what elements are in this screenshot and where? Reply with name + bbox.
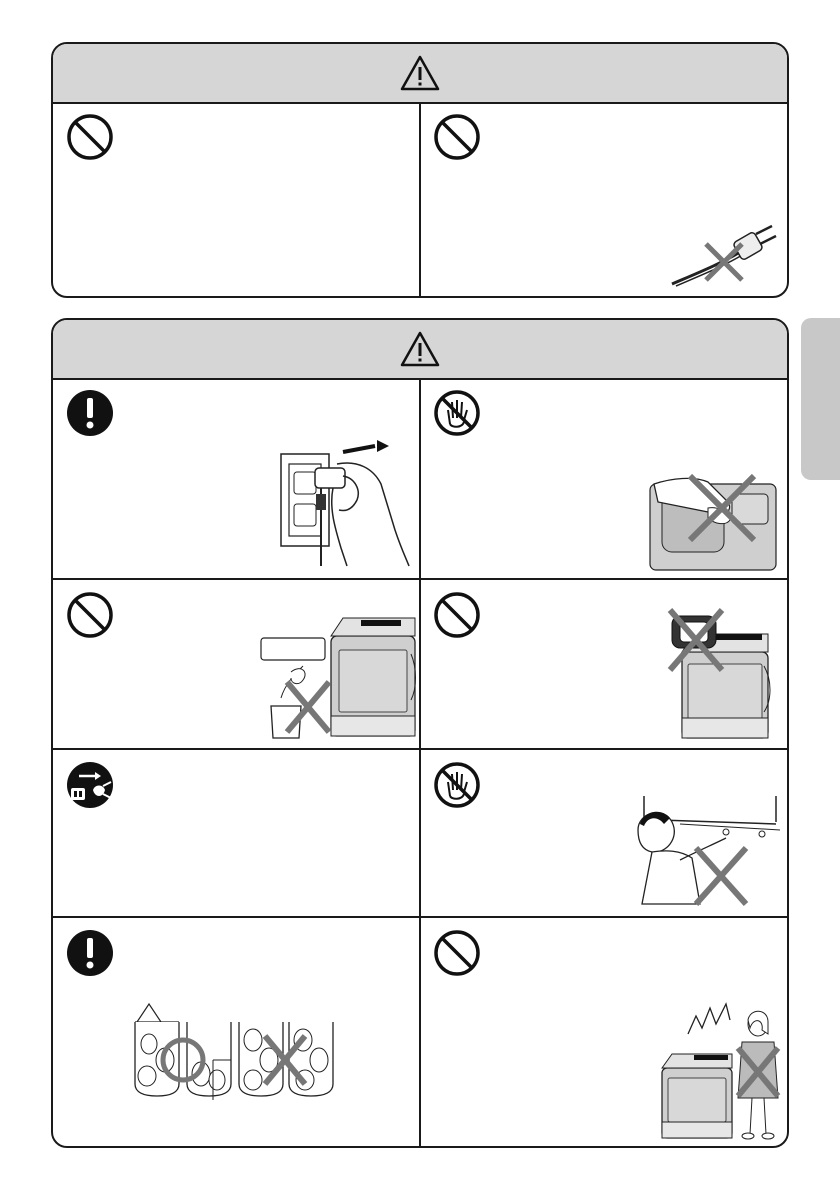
person-near-noisy-washer (658, 994, 782, 1142)
warning-triangle-icon (400, 331, 440, 367)
caution-cell-5 (53, 750, 419, 916)
prohibition-icon (432, 590, 482, 640)
caution-cell-8 (420, 918, 787, 1146)
prohibition-icon (65, 112, 115, 162)
unplug-icon (65, 760, 115, 810)
warning-header (53, 44, 787, 104)
caution-section (51, 318, 789, 1148)
caution-cell-4 (420, 580, 787, 748)
object-on-washer (666, 594, 782, 742)
do-not-touch-icon (432, 760, 482, 810)
do-not-touch-icon (432, 388, 482, 438)
mandatory-action-icon (65, 388, 115, 438)
caution-cell-1 (53, 378, 419, 578)
warning-triangle-icon (400, 55, 440, 91)
caution-cell-7 (53, 918, 419, 1146)
caution-cell-6 (420, 750, 787, 916)
mandatory-action-icon (65, 928, 115, 978)
child-under-washer (630, 794, 786, 910)
load-level-comparison (129, 1000, 339, 1110)
unplug-from-outlet (277, 438, 417, 568)
warning-cell-1 (53, 102, 419, 296)
caution-cell-3 (53, 580, 419, 748)
water-can-on-washer (251, 588, 417, 746)
prohibition-icon (65, 590, 115, 640)
caution-header (53, 320, 787, 380)
warning-section (51, 42, 789, 298)
prohibition-icon (432, 112, 482, 162)
side-tab (801, 318, 840, 480)
power-plug-icon (670, 222, 780, 288)
warning-cell-2 (420, 102, 787, 296)
prohibition-icon (432, 928, 482, 978)
caution-cell-2 (420, 378, 787, 578)
hand-in-washer (648, 468, 778, 572)
